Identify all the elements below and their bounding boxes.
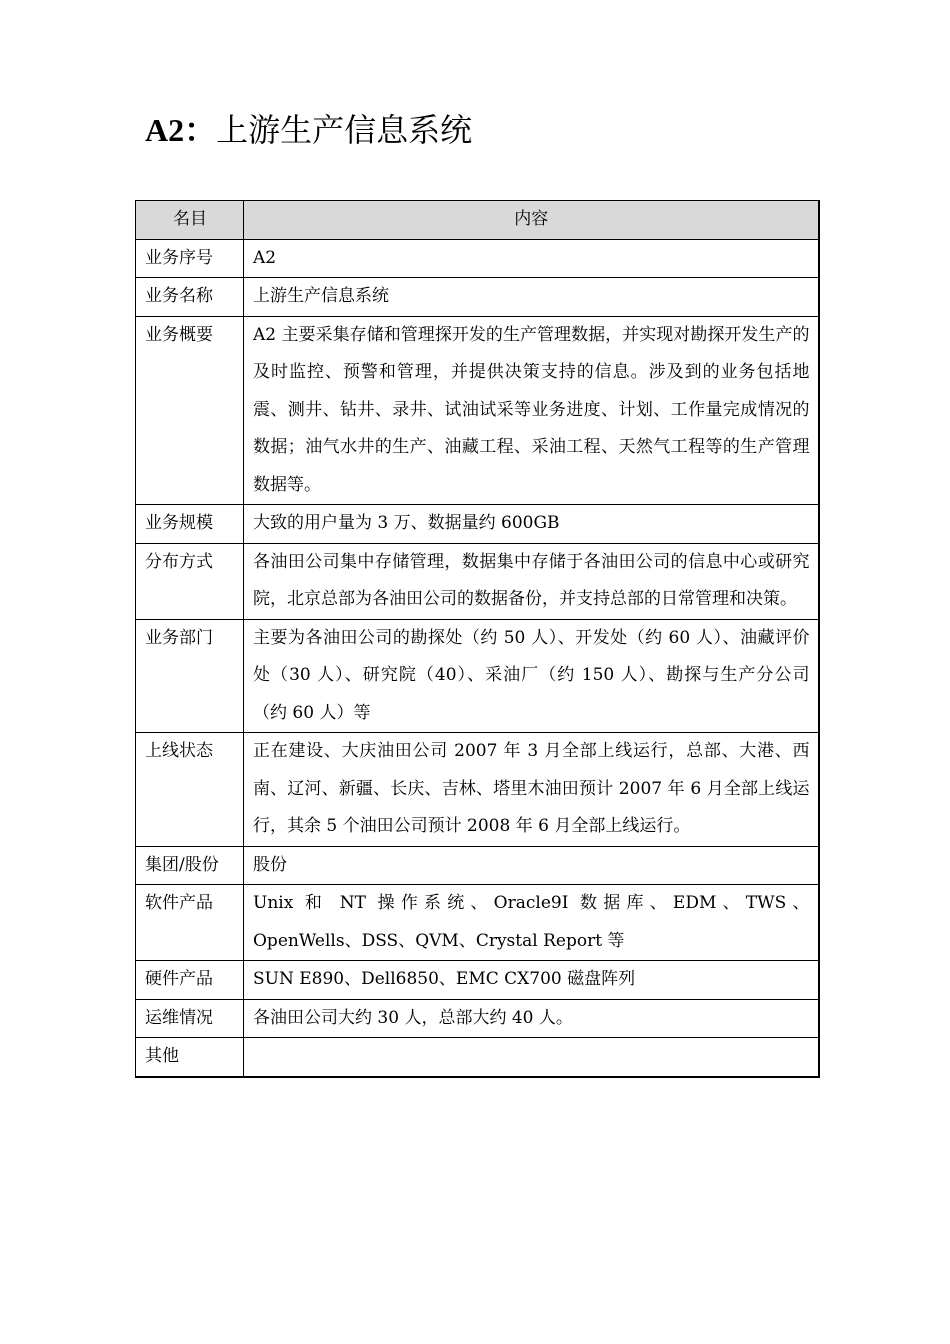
row-value: 正在建设、大庆油田公司 2007 年 3 月全部上线运行，总部、大港、西南、辽河、新疆、长庆、吉林、塔里木油田预计 2007 年 6 月全部上线运行，其余 5 个油田公司预计 2008 年 6 月全部上线运行。 [244,733,819,847]
row-value: A2 [244,239,819,278]
row-value: 各油田公司集中存储管理，数据集中存储于各油田公司的信息中心或研究院，北京总部为各油田公司的数据备份，并支持总部的日常管理和决策。 [244,543,819,619]
table-row [136,961,819,1000]
info-table [135,200,820,1078]
row-label: 业务概要 [136,316,244,505]
row-value: 上游生产信息系统 [244,278,819,317]
row-value: 各油田公司大约 30 人，总部大约 40 人。 [244,999,819,1038]
table-row [136,733,819,847]
table-row [136,316,819,505]
table-row [136,846,819,885]
row-value: Unix 和 NT 操作系统、Oracle9I 数据库、EDM、TWS、OpenWells、DSS、QVM、Crystal Report 等 [244,885,819,961]
row-label: 业务序号 [136,239,244,278]
row-value: 股份 [244,846,819,885]
title-separator: ： [184,112,217,148]
table-row [136,619,819,733]
row-value: 主要为各油田公司的勘探处（约 50 人）、开发处（约 60 人）、油藏评价处（30 人）、研究院（40）、采油厂（约 150 人）、勘探与生产分公司（约 60 人）等 [244,619,819,733]
page-title [145,108,472,152]
row-label: 软件产品 [136,885,244,961]
row-label: 业务部门 [136,619,244,733]
row-value: SUN E890、Dell6850、EMC CX700 磁盘阵列 [244,961,819,1000]
row-label: 硬件产品 [136,961,244,1000]
row-value: A2 主要采集存储和管理探开发的生产管理数据，并实现对勘探开发生产的及时监控、预警和管理，并提供决策支持的信息。涉及到的业务包括地震、测井、钻井、录井、试油试采等业务进度、计划、工作量完成情况的数据；油气水井的生产、油藏工程、采油工程、天然气工程等的生产管理数据等。 [244,316,819,505]
row-value: 大致的用户量为 3 万、数据量约 600GB [244,505,819,544]
header-value-cell: 内容 [244,201,819,240]
row-label: 集团/股份 [136,846,244,885]
table-row [136,1038,819,1077]
table-row [136,885,819,961]
title-code: A2 [145,112,185,148]
row-label: 运维情况 [136,999,244,1038]
row-label: 分布方式 [136,543,244,619]
row-label: 业务规模 [136,505,244,544]
table-row [136,278,819,317]
table-row [136,999,819,1038]
header-label-cell: 名目 [136,201,244,240]
row-label: 上线状态 [136,733,244,847]
table-row [136,543,819,619]
title-text: 上游生产信息系统 [216,111,473,149]
table-row [136,505,819,544]
row-label: 业务名称 [136,278,244,317]
row-label: 其他 [136,1038,244,1077]
table-row [136,239,819,278]
table-header-row [136,201,819,240]
row-value [244,1038,819,1077]
